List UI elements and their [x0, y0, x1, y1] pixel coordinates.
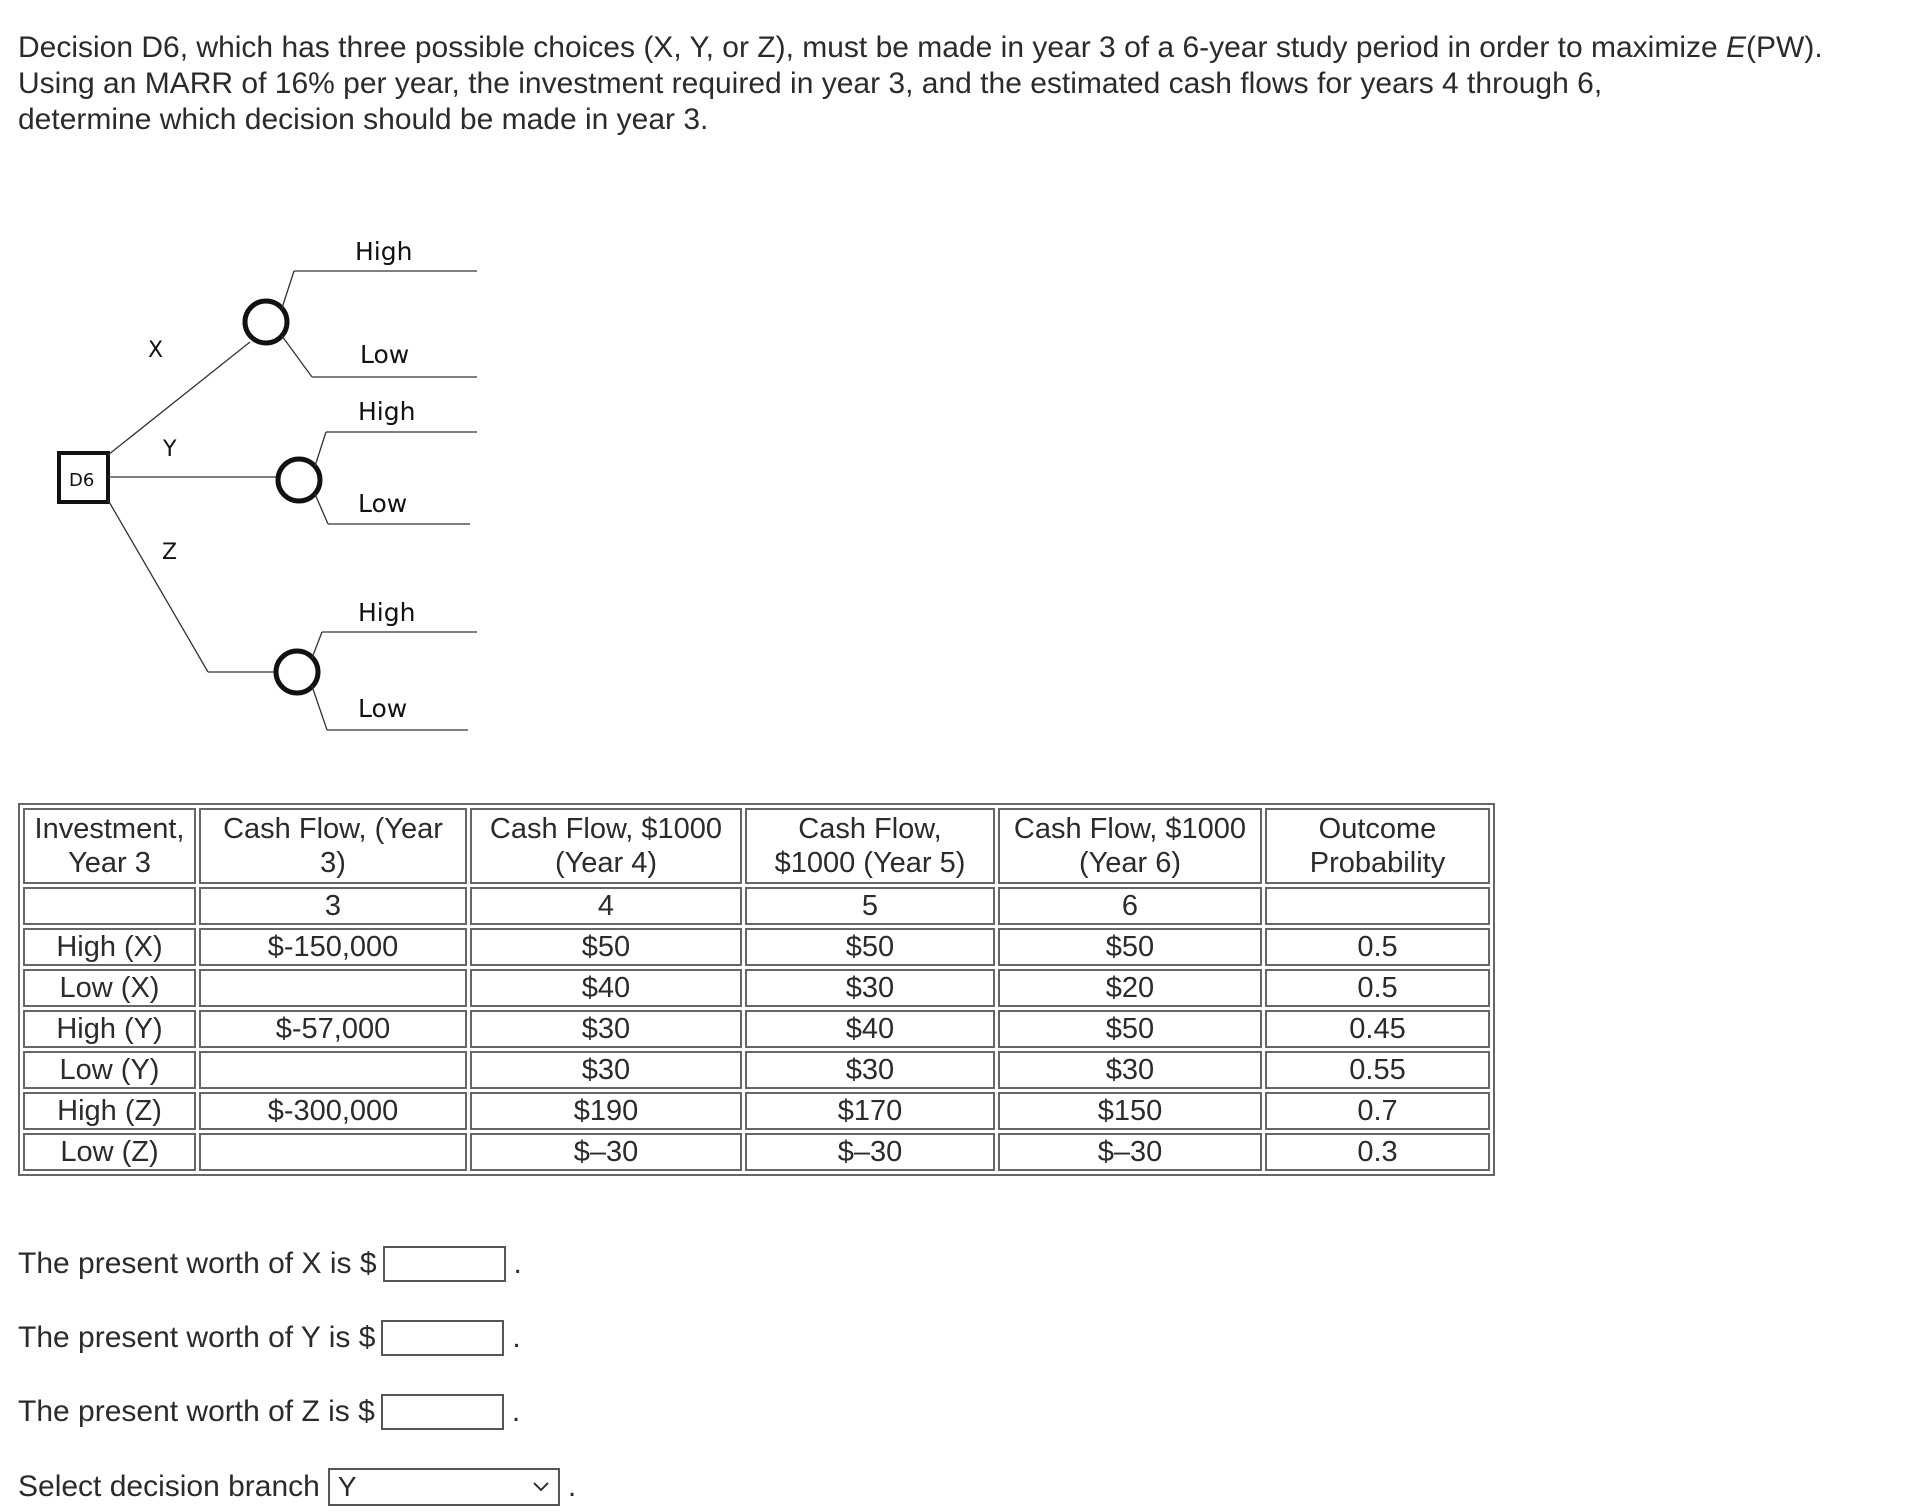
branch-label-x: X [148, 338, 164, 363]
header-cell: Cash Flow, (Year 3) [199, 808, 467, 884]
chance-node-y [278, 459, 320, 501]
table-cell: High (X) [23, 928, 196, 966]
year-row [23, 887, 1490, 925]
table-cell: Low (Y) [23, 1051, 196, 1089]
table-cell: 0.5 [1265, 969, 1490, 1007]
table-cell: 0.5 [1265, 928, 1490, 966]
table-cell: $–30 [998, 1133, 1262, 1171]
table-header-row [23, 808, 1490, 884]
table-row [23, 1133, 1490, 1171]
table-row [23, 1092, 1490, 1130]
question-line-3: determine which decision should be made in year 3. [18, 103, 709, 136]
table-cell: 0.45 [1265, 1010, 1490, 1048]
branch-label-z: Z [162, 540, 178, 565]
table-cell: $30 [470, 1051, 742, 1089]
outcome-label-y-high: High [358, 397, 416, 426]
pw-z-input[interactable] [381, 1394, 504, 1430]
outcome-label-x-high: High [355, 237, 413, 266]
table-cell: $170 [745, 1092, 995, 1130]
pw-y-label: The present worth of Y is $ [18, 1321, 376, 1354]
question-line-2: Using an MARR of 16% per year, the investment required in year 3, and the estimated cash flows for years 4 through 6, [18, 67, 1603, 100]
decision-branch-select[interactable] [328, 1468, 560, 1506]
table-cell: $30 [745, 1051, 995, 1089]
pw-x-row [18, 1244, 522, 1284]
table-cell [23, 887, 196, 925]
table-cell: 6 [998, 887, 1262, 925]
table-cell: Low (Z) [23, 1133, 196, 1171]
outcome-label-z-high: High [358, 598, 416, 627]
branch-line-x [108, 342, 250, 455]
outcome-label-z-low: Low [358, 694, 408, 723]
decision-select-row [18, 1467, 576, 1507]
table-cell: 0.3 [1265, 1133, 1490, 1171]
table-cell: $40 [470, 969, 742, 1007]
table-cell: 4 [470, 887, 742, 925]
cash-flow-table [18, 803, 1495, 1176]
header-cell: Outcome Probability [1265, 808, 1490, 884]
outcome-line-x-high [282, 271, 294, 308]
table-cell: $190 [470, 1092, 742, 1130]
table-cell: $40 [745, 1010, 995, 1048]
header-cell: Investment, Year 3 [23, 808, 196, 884]
branch-label-y: Y [163, 437, 177, 462]
table-cell: 3 [199, 887, 467, 925]
table-cell: $150 [998, 1092, 1262, 1130]
table-cell: High (Z) [23, 1092, 196, 1130]
table-cell: High (Y) [23, 1010, 196, 1048]
table-cell: $50 [470, 928, 742, 966]
table-cell: $50 [745, 928, 995, 966]
decision-node-label: D6 [69, 470, 95, 491]
pw-x-input[interactable] [383, 1246, 506, 1282]
outcome-line-y-high [315, 432, 326, 466]
question-line-1: Decision D6, which has three possible choices (X, Y, or Z), must be made in year 3 of a 6-year study period in order to maximize E(PW). [18, 31, 1823, 64]
table-cell [199, 1051, 467, 1089]
decision-tree [0, 200, 520, 760]
table-cell: $20 [998, 969, 1262, 1007]
branch-line-z [108, 500, 208, 672]
table-cell: $-57,000 [199, 1010, 467, 1048]
question-text [18, 30, 1918, 138]
header-cell: Cash Flow, $1000 (Year 5) [745, 808, 995, 884]
period: . [513, 1247, 522, 1280]
select-value: Y [337, 1471, 357, 1502]
pw-x-label: The present worth of X is $ [18, 1247, 377, 1280]
table-cell: $50 [998, 1010, 1262, 1048]
table-cell: $-300,000 [199, 1092, 467, 1130]
period: . [567, 1470, 577, 1503]
table-cell [199, 1133, 467, 1171]
outcome-line-x-low [282, 336, 312, 377]
header-cell: Cash Flow, $1000 (Year 6) [998, 808, 1262, 884]
chance-node-x [245, 301, 287, 343]
table-cell: $-150,000 [199, 928, 467, 966]
table-cell [1265, 887, 1490, 925]
table-row [23, 1051, 1490, 1089]
table-cell: $30 [745, 969, 995, 1007]
period: . [512, 1321, 521, 1354]
pw-z-row [18, 1392, 520, 1432]
pw-y-input[interactable] [381, 1320, 504, 1356]
table-cell: 5 [745, 887, 995, 925]
table-cell: 0.7 [1265, 1092, 1490, 1130]
select-label: Select decision branch [18, 1470, 320, 1503]
table-cell: $50 [998, 928, 1262, 966]
outcome-line-y-low [315, 494, 328, 524]
header-cell: Cash Flow, $1000 (Year 4) [470, 808, 742, 884]
table-cell: $30 [998, 1051, 1262, 1089]
outcome-line-z-high [312, 632, 322, 658]
pw-z-label: The present worth of Z is $ [18, 1395, 375, 1428]
table-cell: Low (X) [23, 969, 196, 1007]
chevron-down-icon [532, 1481, 550, 1493]
outcome-line-z-low [312, 686, 327, 730]
table-cell: $30 [470, 1010, 742, 1048]
table-row [23, 969, 1490, 1007]
table-cell [199, 969, 467, 1007]
pw-y-row [18, 1318, 521, 1358]
period: . [511, 1395, 521, 1428]
table-row [23, 1010, 1490, 1048]
table-cell: $–30 [745, 1133, 995, 1171]
table-cell: 0.55 [1265, 1051, 1490, 1089]
outcome-label-x-low: Low [360, 340, 410, 369]
table-cell: $–30 [470, 1133, 742, 1171]
table-row [23, 928, 1490, 966]
outcome-label-y-low: Low [358, 489, 408, 518]
